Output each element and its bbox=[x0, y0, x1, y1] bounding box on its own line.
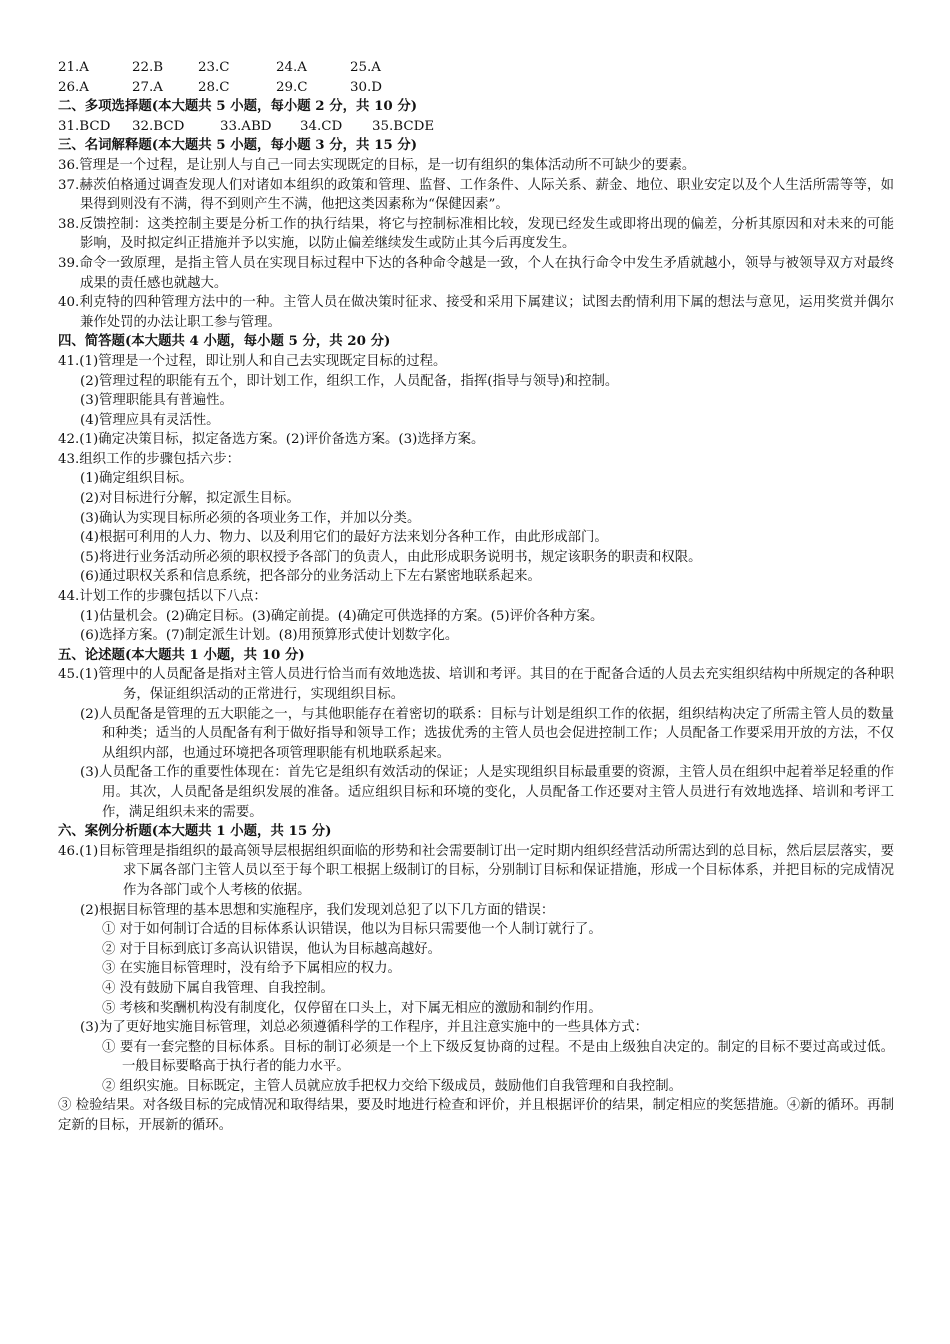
answer-44-steps: (6)选择方案。(7)制定派生计划。(8)用预算形式使计划数字化。 bbox=[80, 628, 459, 644]
answer-41-line: (2)管理过程的职能有五个，即计划工作，组织工作，人员配备，指挥(指导与领导)和控制。 bbox=[80, 373, 619, 389]
answer-43-step: (1)确定组织目标。 bbox=[80, 471, 193, 487]
answer-45-part1: 45.(1)管理中的人员配备是指对主管人员进行恰当而有效地选拔、培训和考评。其目的在于配备合适的人员去充实组织结构中所规定的各种职务，保证组织活动的正常进行，实现组织目标。 bbox=[58, 667, 894, 702]
section-heading-essay: 五、论述题(本大题共 1 小题，共 10 分) bbox=[58, 646, 305, 663]
answer-37: 37.赫茨伯格通过调查发现人们对诸如本组织的政策和管理、监督、工作条件、人际关系、薪金、地位、职业安定以及个人生活所需等等，如果得到则没有不满，得不到则产生不满，他把这类因素称为“保健因素”。 bbox=[58, 177, 894, 213]
answer-45-part: (2)人员配备是管理的五大职能之一，与其他职能存在着密切的联系：目标与计划是组织工作的依据，组织结构决定了所需主管人员的数量和种类；适当的人员配备有利于做好指导和领导工作；选拔优秀的主管人员也会促进控制工作；人员配备工作要采用开放的方法，不仅从组织内部，也通过环境把各项管理职能有机地联系起来。 bbox=[80, 706, 894, 761]
answer-46-error-item: ⑤ 考核和奖酬机构没有制度化，仅停留在口头上，对下属无相应的激励和制约作用。 bbox=[102, 1000, 602, 1016]
answer-36: 36.管理是一个过程，是让别人与自己一同去实现既定的目标，是一切有组织的集体活动所不可缺少的要素。 bbox=[58, 157, 696, 173]
answer-item: 24.A bbox=[276, 60, 307, 75]
answer-43-step: (3)确认为实现目标所必须的各项业务工作，并加以分类。 bbox=[80, 510, 421, 526]
answer-item: 32.BCD bbox=[132, 118, 185, 134]
answer-item: 25.A bbox=[350, 60, 381, 75]
answer-46-method-item: ① 要有一套完整的目标体系。目标的制订必须是一个上下级反复协商的过程。不是由上级独自决定的。制定的目标不要过高或过低。一般目标要略高于执行者的能力水平。 bbox=[102, 1039, 894, 1075]
answer-42: 42.(1)确定决策目标，拟定备选方案。(2)评价备选方案。(3)选择方案。 bbox=[58, 432, 485, 448]
section-heading-case-analysis: 六、案例分析题(本大题共 1 小题，共 15 分) bbox=[58, 823, 332, 840]
single-choice-row-1 bbox=[58, 58, 894, 78]
answer-item: 29.C bbox=[276, 79, 308, 95]
answer-43-step: (2)对目标进行分解，拟定派生目标。 bbox=[80, 491, 300, 507]
single-choice-row-2 bbox=[58, 78, 894, 98]
answer-46-part1: 46.(1)目标管理是指组织的最高领导层根据组织面临的形势和社会需要制订出一定时期内组织经营活动所需达到的总目标，然后层层落实，要求下属各部门主管人员以至于每个职工根据上级制订的目标，分别制订目标和保证措施，形成一个目标体系，并把目标的完成情况作为各部门或个人考核的依据。 bbox=[58, 843, 894, 898]
answer-item: 22.B bbox=[132, 60, 164, 75]
section-heading-term-definitions: 三、名词解释题(本大题共 5 小题，每小题 3 分，共 15 分) bbox=[58, 137, 418, 154]
section-heading-multiple-choice: 二、多项选择题(本大题共 5 小题，每小题 2 分，共 10 分) bbox=[58, 98, 418, 115]
section-heading-short-answer: 四、简答题(本大题共 4 小题，每小题 5 分，共 20 分) bbox=[58, 333, 391, 350]
answer-46-error-item: ② 对于目标到底订多高认识错误，他认为目标越高越好。 bbox=[102, 941, 442, 957]
answer-40: 40.利克特的四种管理方法中的一种。主管人员在做决策时征求、接受和采用下属建议；试图去酌情利用下属的想法与意见，运用奖赏并偶尔兼作处罚的办法让职工参与管理。 bbox=[58, 295, 894, 330]
answer-item: 21.A bbox=[58, 60, 89, 75]
answer-39: 39.命令一致原理，是指主管人员在实现目标过程中下达的各种命令越是一致，个人在执行命令中发生矛盾就越小，领导与被领导双方对最终成果的责任感也就越大。 bbox=[58, 255, 894, 291]
answer-41-line: (3)管理职能具有普遍性。 bbox=[80, 393, 233, 409]
answer-item: 35.BCDE bbox=[372, 118, 435, 134]
answer-46-error-item: ③ 在实施目标管理时，没有给予下属相应的权力。 bbox=[102, 961, 401, 977]
answer-41-line: (4)管理应具有灵活性。 bbox=[80, 412, 220, 428]
answer-38: 38.反馈控制：这类控制主要是分析工作的执行结果，将它与控制标准相比较，发现已经发生或即将出现的偏差，分析其原因和对未来的可能影响，及时拟定纠正措施并予以实施，以防止偏差继续发生或防止其今后再度发生。 bbox=[58, 216, 894, 252]
answer-44-steps: (1)估量机会。(2)确定目标。(3)确定前提。(4)确定可供选择的方案。(5)评价各种方案。 bbox=[80, 608, 604, 624]
answer-46-part3-intro: (3)为了更好地实施目标管理，刘总必须遵循科学的工作程序，并且注意实施中的一些具体方式： bbox=[80, 1020, 648, 1036]
answer-item: 23.C bbox=[198, 60, 230, 75]
answer-43-step: (4)根据可利用的人力、物力、以及利用它们的最好方法来划分各种工作，由此形成部门。 bbox=[80, 530, 608, 546]
answer-item: 33.ABD bbox=[220, 118, 272, 134]
answer-46-error-item: ④ 没有鼓励下属自我管理、自我控制。 bbox=[102, 980, 334, 996]
answer-item: 31.BCD bbox=[58, 118, 111, 134]
answer-46-method-item: ② 组织实施。目标既定，主管人员就应放手把权力交给下级成员，鼓励他们自我管理和自我控制。 bbox=[102, 1078, 683, 1094]
multiple-choice-row bbox=[58, 117, 894, 137]
answer-46-part3-tail: ③ 检验结果。对各级目标的完成情况和取得结果，要及时地进行检查和评价，并且根据评价的结果，制定相应的奖惩措施。④新的循环。再制定新的目标，开展新的循环。 bbox=[58, 1098, 894, 1134]
answer-46-error-item: ① 对于如何制订合适的目标体系认识错误，他以为目标只需要他一个人制订就行了。 bbox=[102, 922, 602, 938]
answer-item: 30.D bbox=[350, 79, 383, 95]
answer-item: 28.C bbox=[198, 79, 230, 95]
answer-45-part: (3)人员配备工作的重要性体现在：首先它是组织有效活动的保证；人是实现组织目标最重要的资源，主管人员在组织中起着举足轻重的作用。其次，人员配备是组织发展的准备。适应组织目标和环境的变化，人员配备工作还要对主管人员进行有效地选择、培训和考评工作，满足组织未来的需要。 bbox=[80, 765, 894, 820]
answer-46-part2-intro: (2)根据目标管理的基本思想和实施程序，我们发现刘总犯了以下几方面的错误： bbox=[80, 902, 555, 918]
answer-43-step: (5)将进行业务活动所必须的职权授予各部门的负责人，由此形成职务说明书，规定该职务的职责和权限。 bbox=[80, 549, 702, 565]
answer-item: 34.CD bbox=[300, 118, 343, 134]
answer-41-line: 41.(1)管理是一个过程，即让别人和自己去实现既定目标的过程。 bbox=[58, 353, 447, 369]
answer-document bbox=[58, 58, 894, 1136]
answer-43-intro: 43.组织工作的步骤包括六步： bbox=[58, 451, 240, 467]
answer-item: 27.A bbox=[132, 79, 163, 95]
answer-43-step: (6)通过职权关系和信息系统，把各部分的业务活动上下左右紧密地联系起来。 bbox=[80, 569, 541, 585]
answer-44-intro: 44.计划工作的步骤包括以下八点： bbox=[58, 589, 267, 605]
answer-item: 26.A bbox=[58, 79, 89, 95]
